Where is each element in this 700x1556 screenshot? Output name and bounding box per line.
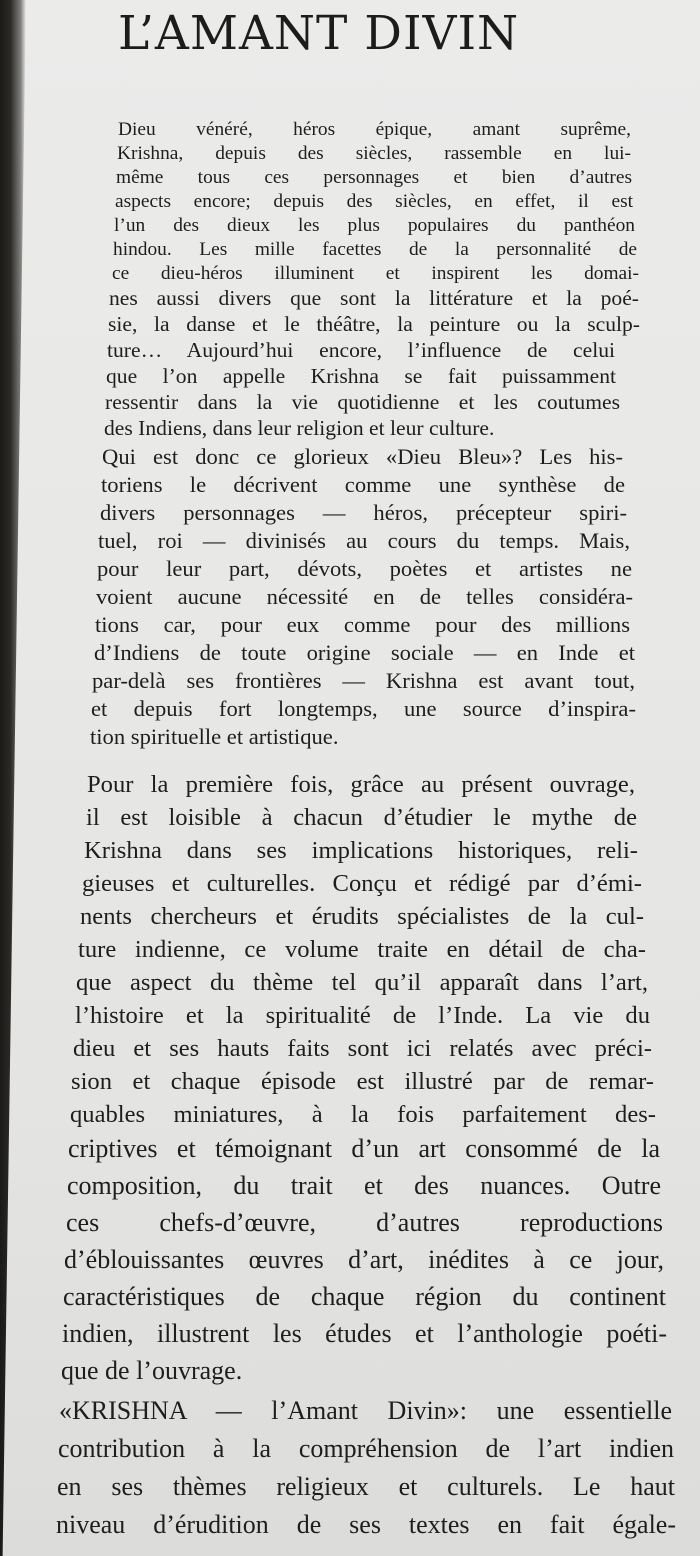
- text-line: que l’on appelle Krishna se fait puissamment: [106, 364, 616, 388]
- text-line: Qui est donc ce glorieux «Dieu Bleu»? Les his-: [102, 444, 623, 469]
- text-line: divers personnages — héros, précepteur spiri-: [100, 500, 627, 525]
- text-line: ture… Aujourd’hui encore, l’influence de celui: [107, 338, 615, 362]
- text-line: aspects encore; depuis des siècles, en effet, il est: [115, 191, 633, 212]
- text-line: même tous ces personnages et bien d’autres: [116, 167, 632, 188]
- text-line: sie, la danse et le théâtre, la peinture ou la sculp-: [108, 312, 640, 336]
- text-line: contribution à la compréhension de l’art indien: [58, 1434, 674, 1463]
- text-line: Pour la première fois, grâce au présent ouvrage,: [87, 771, 635, 798]
- text-line: et depuis fort longtemps, une source d’inspira-: [91, 696, 636, 721]
- text-line: indien, illustrent les études et l’anthologie poéti-: [62, 1319, 667, 1348]
- cover-edge-shadow: [0, 0, 26, 1556]
- text-line: d’Indiens de toute origine sociale — en Inde et: [94, 640, 635, 665]
- page-title: L’AMANT DIVIN: [118, 6, 520, 61]
- text-line: Dieu vénéré, héros épique, amant suprême,: [118, 119, 631, 140]
- text-line: l’un des dieux les plus populaires du panthéon: [114, 215, 635, 236]
- text-line: dieu et ses hauts faits sont ici relatés avec préci-: [73, 1035, 652, 1062]
- text-line: composition, du trait et des nuances. Outre: [67, 1171, 661, 1200]
- text-line: Krishna dans ses implications historiques, reli-: [84, 837, 638, 864]
- text-line: nes aussi divers que sont la littérature et la poé-: [109, 286, 639, 310]
- text-line: ce dieu-héros illuminent et inspirent les domai-: [112, 263, 639, 284]
- text-line: ture indienne, ce volume traite en détail de cha-: [78, 936, 646, 963]
- text-line: nents chercheurs et érudits spécialistes de la cul-: [80, 903, 644, 930]
- text-line: hindou. Les mille facettes de la personnalité de: [113, 239, 637, 260]
- text-line: quables miniatures, à la fois parfaitement des-: [70, 1101, 656, 1128]
- text-line: «KRISHNA — l’Amant Divin»: une essentielle: [59, 1396, 672, 1425]
- text-line: que de l’ouvrage.: [61, 1356, 243, 1385]
- text-line: que aspect du thème tel qu’il apparaît dans l’art,: [76, 969, 648, 996]
- text-line: caractéristiques de chaque région du continent: [63, 1282, 666, 1311]
- text-line: Krishna, depuis des siècles, rassemble en lui-: [117, 143, 631, 164]
- text-line: niveau d’érudition de ses textes en fait égale-: [56, 1510, 676, 1539]
- text-line: ces chefs-d’œuvre, d’autres reproductions: [66, 1208, 663, 1237]
- text-line: tion spirituelle et artistique.: [90, 724, 339, 749]
- text-line: sion et chaque épisode est illustré par de remar-: [71, 1068, 654, 1095]
- text-line: pour leur part, dévots, poètes et artistes ne: [97, 556, 632, 581]
- text-line: tions car, pour eux comme pour des millions: [95, 612, 630, 637]
- text-line: il est loisible à chacun d’étudier le mythe de: [86, 804, 637, 831]
- text-line: criptives et témoignant d’un art consommé de la: [68, 1134, 660, 1163]
- text-line: gieuses et culturelles. Conçu et rédigé par d’émi-: [82, 870, 642, 897]
- text-line: ressentir dans la vie quotidienne et les coutumes: [105, 390, 620, 414]
- text-line: par-delà ses frontières — Krishna est avant tout,: [92, 668, 635, 693]
- text-line: des Indiens, dans leur religion et leur culture.: [104, 416, 495, 440]
- text-line: l’histoire et la spiritualité de l’Inde. La vie du: [75, 1002, 650, 1029]
- text-line: en ses thèmes religieux et culturels. Le haut: [57, 1472, 675, 1501]
- text-line: voient aucune nécessité en de telles considéra-: [96, 584, 633, 609]
- text-line: tuel, roi — divinisés au cours du temps. Mais,: [98, 528, 630, 553]
- text-line: toriens le décrivent comme une synthèse de: [101, 472, 625, 497]
- text-line: d’éblouissantes œuvres d’art, inédites à ce jour,: [64, 1245, 664, 1274]
